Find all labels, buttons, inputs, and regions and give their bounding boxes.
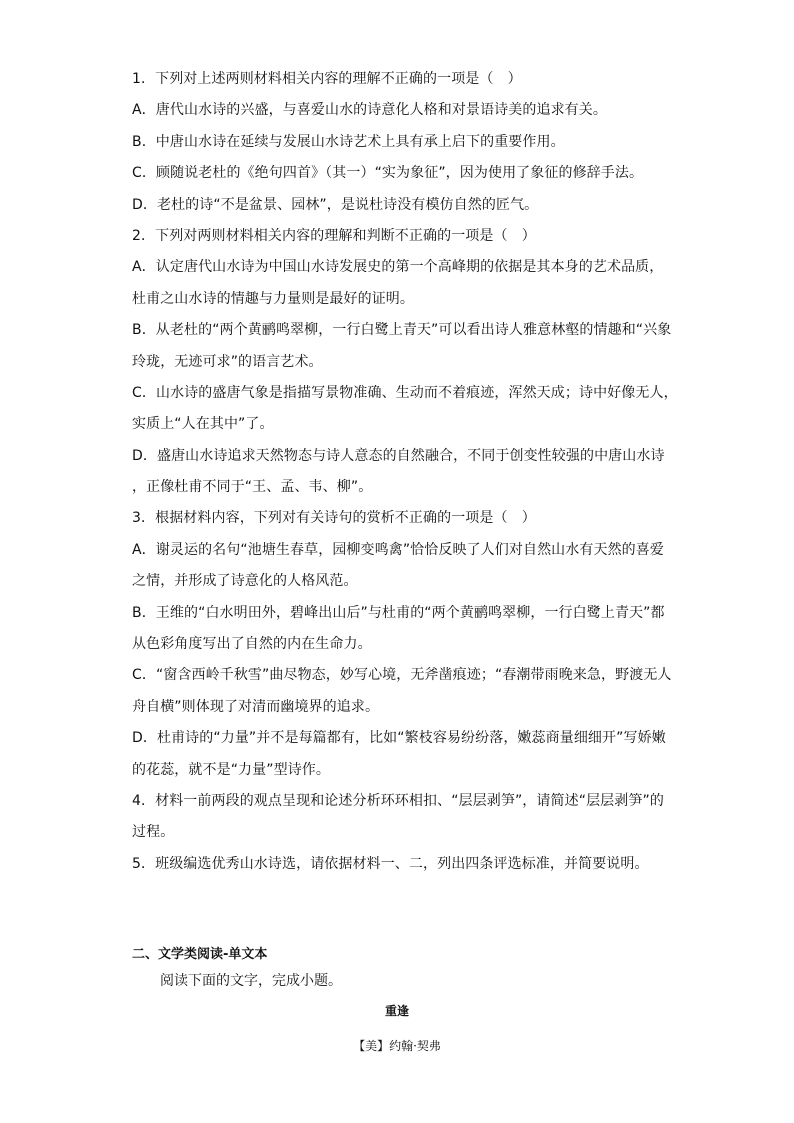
question-2-option-b: B．从老杜的“两个黄鹂鸣翠柳，一行白鹭上青天”可以看出诗人雅意林壑的情趣和“兴象 — [132, 322, 672, 339]
question-4-stem-cont: 过程。 — [132, 824, 175, 841]
section-instruction: 阅读下面的文字，完成小题。 — [160, 973, 342, 989]
question-2-option-c-cont: 实质上“人在其中”了。 — [132, 416, 274, 433]
question-2-stem: 2．下列对两则材料相关内容的理解和判断不正确的一项是（ ） — [132, 227, 536, 244]
question-1-option-d: D．老杜的诗“不是盆景、园林”，是说杜诗没有模仿自然的匠气。 — [132, 196, 539, 213]
question-3-option-c-cont: 舟自横”则体现了对清而幽境界的追求。 — [132, 698, 380, 715]
question-1-stem: 1．下列对上述两则材料相关内容的理解不正确的一项是（ ） — [132, 71, 522, 87]
question-3-option-a: A．谢灵运的名句“池塘生春草，园柳变鸣禽”恰恰反映了人们对自然山水有天然的喜爱 — [132, 541, 664, 558]
question-3-stem: 3．根据材料内容，下列对有关诗句的赏析不正确的一项是（ ） — [132, 510, 536, 527]
section-title: 二、文学类阅读-单文本 — [132, 947, 268, 962]
section-2 — [132, 944, 662, 996]
question-3-option-a-cont: 之情，并形成了诗意化的人格风范。 — [132, 573, 358, 590]
question-4-stem: 4．材料一前两段的观点呈现和论述分析环环相扣、“层层剥笋”，请简述“层层剥笋”的 — [132, 792, 664, 809]
question-5-stem: 5．班级编选优秀山水诗选，请依据材料一、二，列出四条评选标准，并简要说明。 — [132, 855, 649, 872]
question-3-option-d: D．杜甫诗的“力量”并不是每篇都有，比如“繁枝容易纷纷落，嫩蕊商量细细开”写娇嫩 — [132, 730, 666, 747]
questions-block — [132, 64, 678, 880]
question-1-option-c: C．顾随说老杜的《绝句四首》（其一）“实为象征”，因为使用了象征的修辞手法。 — [132, 165, 644, 182]
question-3-option-b-cont: 从色彩角度写出了自然的内在生命力。 — [132, 636, 372, 653]
question-2-option-d: D．盛唐山水诗追求天然物态与诗人意态的自然融合，不同于创变性较强的中唐山水诗 — [132, 447, 665, 464]
question-2-option-d-cont: ，正像杜甫不同于“王、孟、韦、柳”。 — [132, 479, 373, 496]
question-2-option-a-cont: 杜甫之山水诗的情趣与力量则是最好的证明。 — [132, 290, 414, 307]
story-title: 重逢 — [384, 1004, 409, 1018]
question-2-option-b-cont: 玲珑，无迹可求”的语言艺术。 — [132, 353, 323, 370]
question-1-option-a: A．唐代山水诗的兴盛，与喜爱山水的诗意化人格和对景语诗美的追求有关。 — [132, 102, 607, 119]
question-3-option-d-cont: 的花蕊，就不是“力量”型诗作。 — [132, 761, 331, 778]
question-1-option-b: B．中唐山水诗在延续与发展山水诗艺术上具有承上启下的重要作用。 — [132, 133, 565, 150]
story-author: 【美】约翰·契弗 — [353, 1039, 441, 1053]
question-3-option-c: C．“窗含西岭千秋雪”曲尽物态，妙写心境，无斧凿痕迹；“春潮带雨晚来急，野渡无人 — [132, 667, 672, 684]
question-2-option-c: C．山水诗的盛唐气象是指描写景物准确、生动而不着痕迹，浑然天成；诗中好像无人， — [132, 384, 678, 401]
question-3-option-b: B．王维的“白水明田外，碧峰出山后”与杜甫的“两个黄鹂鸣翠柳，一行白鹭上青天”都 — [132, 604, 665, 621]
question-2-option-a: A．认定唐代山水诗为中国山水诗发展史的第一个高峰期的依据是其本身的艺术品质， — [132, 259, 664, 276]
